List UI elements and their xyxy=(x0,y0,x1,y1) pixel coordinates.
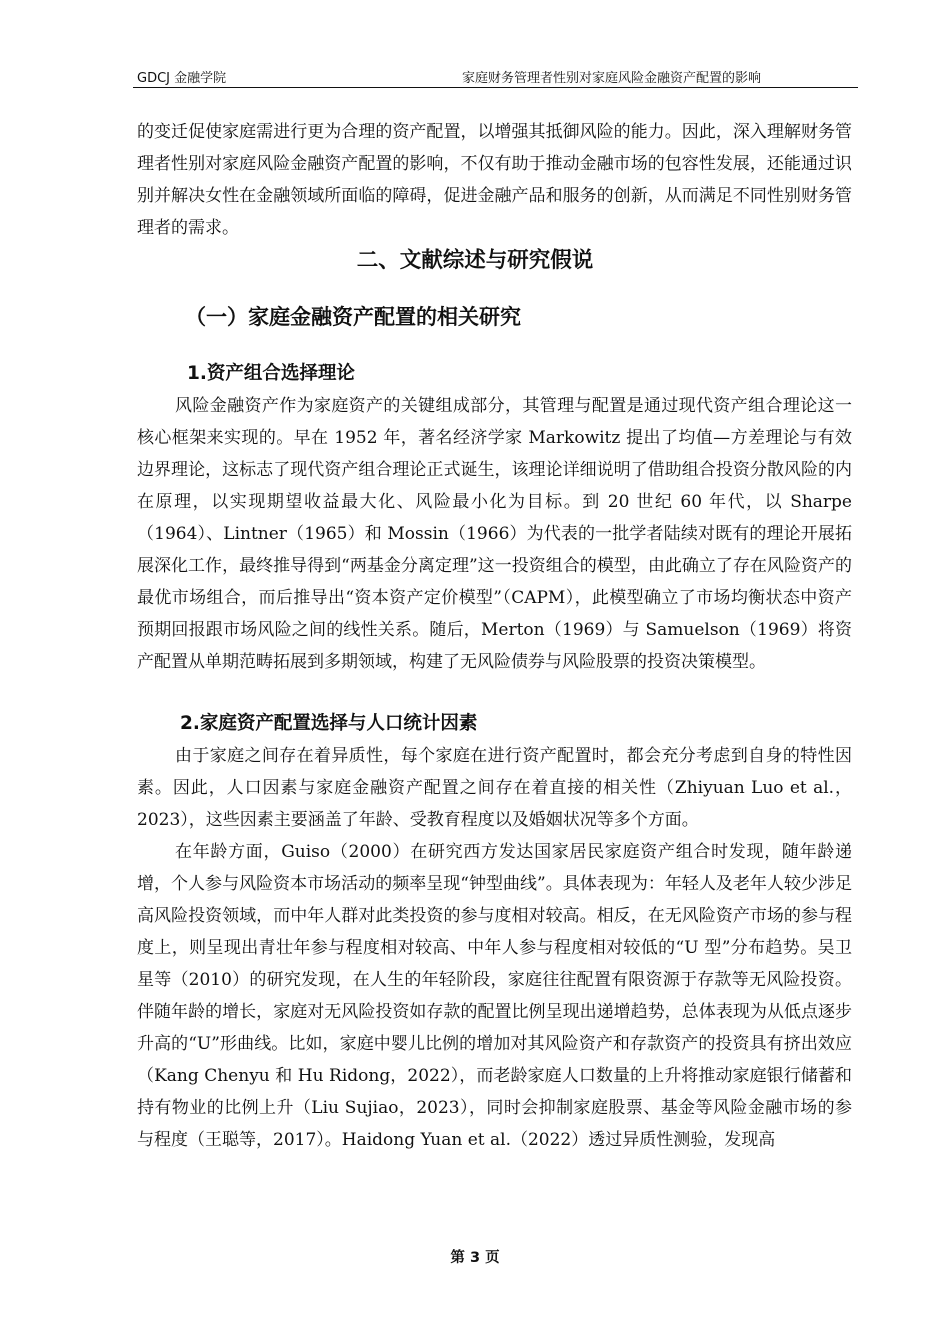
item2-paragraph-1: 由于家庭之间存在着异质性，每个家庭在进行资产配置时，都会充分考虑到自身的特性因素。因此，人口因素与家庭金融资产配置之间存在着直接的相关性（Zhiyuan Luo et al.，2023），这些因素主要涵盖了年龄、受教育程度以及婚姻状况等多个方面。 xyxy=(137,746,852,830)
intro-paragraph: 的变迁促使家庭需进行更为合理的资产配置，以增强其抵御风险的能力。因此，深入理解财务管理者性别对家庭风险金融资产配置的影响，不仅有助于推动金融市场的包容性发展，还能通过识别并解决女性在金融领域所面临的障碍，促进金融产品和服务的创新，从而满足不同性别财务管理者的需求。 xyxy=(137,122,852,238)
section-title: 二、文献综述与研究假说 xyxy=(356,248,594,273)
header-paper-title: 家庭财务管理者性别对家庭风险金融资产配置的影响 xyxy=(462,71,762,86)
header-institution: GDCJ 金融学院 xyxy=(137,71,227,86)
item2-paragraph-2: 在年龄方面，Guiso（2000）在研究西方发达国家居民家庭资产组合时发现，随年龄递增，个人参与风险资本市场活动的频率呈现“钟型曲线”。具体表现为：年轻人及老年人较少涉足高风险投资领域，而中年人群对此类投资的参与度相对较高。相反，在无风险资产市场的参与程度上，则呈现出青壮年参与程度相对较高、中年人参与程度相对较低的“U 型”分布趋势。吴卫星等（2010）的研究发现，在人生的年轻阶段，家庭往往配置有限资源于存款等无风险投资。伴随年龄的增长，家庭对无风险投资如存款的配置比例呈现出递增趋势，总体表现为从低点逐步升高的“U”形曲线。比如，家庭中婴儿比例的增加对其风险资产和存款资产的投资具有挤出效应（Kang Chenyu 和 Hu Ridong，2022），而老龄家庭人口数量的上升将推动家庭银行储蓄和持有物业的比例上升（Liu Sujiao，2023），同时会抑制家庭股票、基金等风险金融市场的参与程度（王聪等，2017）。Haidong Yuan et al.（2022）透过异质性测验，发现高 xyxy=(137,842,852,1150)
subsection-title: （一）家庭金融资产配置的相关研究 xyxy=(185,305,521,329)
item1-text-block xyxy=(137,390,852,678)
item2-text-block xyxy=(137,740,852,1156)
page-number: 第 3 页 xyxy=(450,1250,500,1266)
item1-title: 1.资产组合选择理论 xyxy=(187,363,355,384)
item2-title: 2.家庭资产配置选择与人口统计因素 xyxy=(180,713,478,734)
header-rule xyxy=(133,87,858,88)
intro-text-block xyxy=(137,116,852,244)
item1-paragraph: 风险金融资产作为家庭资产的关键组成部分，其管理与配置是通过现代资产组合理论这一核心框架来实现的。早在 1952 年，著名经济学家 Markowitz 提出了均值—方差理论与有效边界理论，这标志了现代资产组合理论正式诞生，该理论详细说明了借助组合投资分散风险的内在原理，以实现期望收益最大化、风险最小化为目标。到 20 世纪 60 年代，以 Sharpe（1964）、Lintner（1965）和 Mossin（1966）为代表的一批学者陆续对既有的理论开展拓展深化工作，最终推导得到“两基金分离定理”这一投资组合的模型，由此确立了存在风险资产的最优市场组合，而后推导出“资本资产定价模型”（CAPM），此模型确立了市场均衡状态中资产预期回报跟市场风险之间的线性关系。随后，Merton（1969）与 Samuelson（1969）将资产配置从单期范畴拓展到多期领域，构建了无风险债券与风险股票的投资决策模型。 xyxy=(137,396,852,672)
